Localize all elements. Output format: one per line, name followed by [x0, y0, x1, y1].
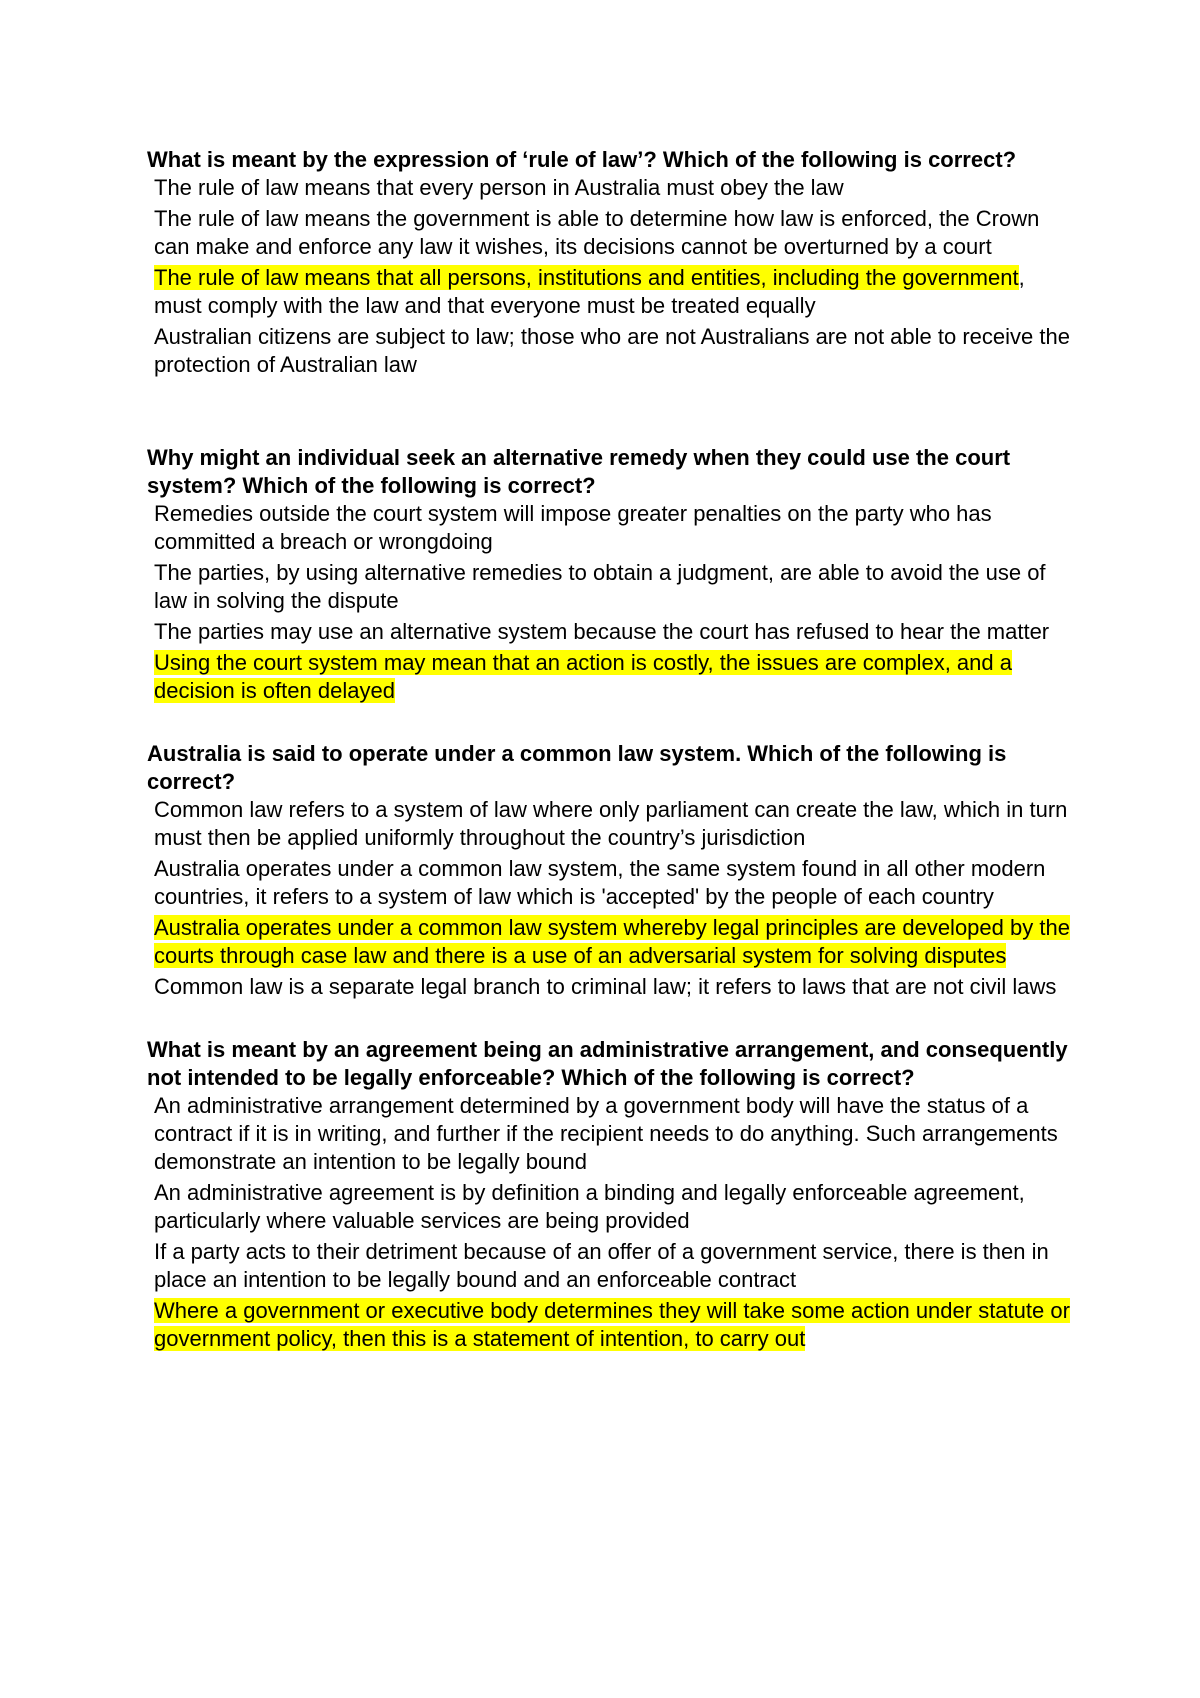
option-4-b: An administrative agreement is by definition a binding and legally enforceable agreement, particularly where valuable services are being provided [154, 1180, 1025, 1233]
question-4-options [154, 1092, 1077, 1353]
question-3-text: Australia is said to operate under a common law system. Which of the following is correct? [147, 741, 1007, 794]
option-2-b: The parties, by using alternative remedies to obtain a judgment, are able to avoid the use of law in solving the dispute [154, 560, 1046, 613]
option-1-c-correct: The rule of law means that all persons, institutions and entities, including the government, must comply with the law and that everyone must be treated equally [154, 265, 1025, 318]
question-2-text: Why might an individual seek an alternative remedy when they could use the court system? Which of the following is correct? [147, 445, 1011, 498]
option-3-d: Common law is a separate legal branch to criminal law; it refers to laws that are not civil laws [154, 974, 1057, 999]
highlighted-answer: The rule of law means that all persons, institutions and entities, including the government [154, 265, 1019, 290]
option-3-b: Australia operates under a common law system, the same system found in all other modern countries, it refers to a system of law which is 'accepted' by the people of each country [154, 856, 1046, 909]
question-block-2 [147, 444, 1077, 705]
question-4-text: What is meant by an agreement being an administrative arrangement, and consequently not intended to be legally enforceable? Which of the following is correct? [147, 1037, 1068, 1090]
option-2-d-correct [154, 649, 1077, 705]
document-body [147, 146, 1077, 1356]
option-4-a: An administrative arrangement determined by a government body will have the status of a contract if it is in writing, and further if the recipient needs to do anything. Such arrangements demonstrate an intention to be legally bound [154, 1093, 1058, 1174]
highlighted-answer: Using the court system may mean that an action is costly, the issues are complex, and a decision is often delayed [154, 650, 1012, 703]
question-block-1 [147, 146, 1077, 379]
option-1-a: The rule of law means that every person in Australia must obey the law [154, 175, 844, 200]
option-4-c: If a party acts to their detriment because of an offer of a government service, there is then in place an intention to be legally bound and an enforceable contract [154, 1239, 1049, 1292]
highlighted-answer: Australia operates under a common law system whereby legal principles are developed by the courts through case law and there is a use of an adversarial system for solving disputes [154, 915, 1070, 968]
highlighted-answer: Where a government or executive body determines they will take some action under statute or government policy, then this is a statement of intention, to carry out [154, 1298, 1070, 1351]
question-block-4 [147, 1036, 1077, 1353]
option-4-d-correct [154, 1297, 1077, 1353]
question-2-options [154, 500, 1077, 705]
option-1-d: Australian citizens are subject to law; those who are not Australians are not able to receive the protection of Australian law [154, 324, 1070, 377]
question-3-options [154, 796, 1077, 1001]
option-2-c: The parties may use an alternative system because the court has refused to hear the matter [154, 619, 1050, 644]
question-1-text: What is meant by the expression of ‘rule of law’? Which of the following is correct? [147, 147, 1017, 172]
question-1-options [154, 174, 1077, 379]
option-3-c-correct [154, 914, 1077, 970]
option-3-a: Common law refers to a system of law where only parliament can create the law, which in turn must then be applied uniformly throughout the country’s jurisdiction [154, 797, 1068, 850]
option-2-a: Remedies outside the court system will impose greater penalties on the party who has committed a breach or wrongdoing [154, 501, 992, 554]
question-block-3 [147, 740, 1077, 1001]
option-1-b: The rule of law means the government is able to determine how law is enforced, the Crown can make and enforce any law it wishes, its decisions cannot be overturned by a court [154, 206, 1040, 259]
